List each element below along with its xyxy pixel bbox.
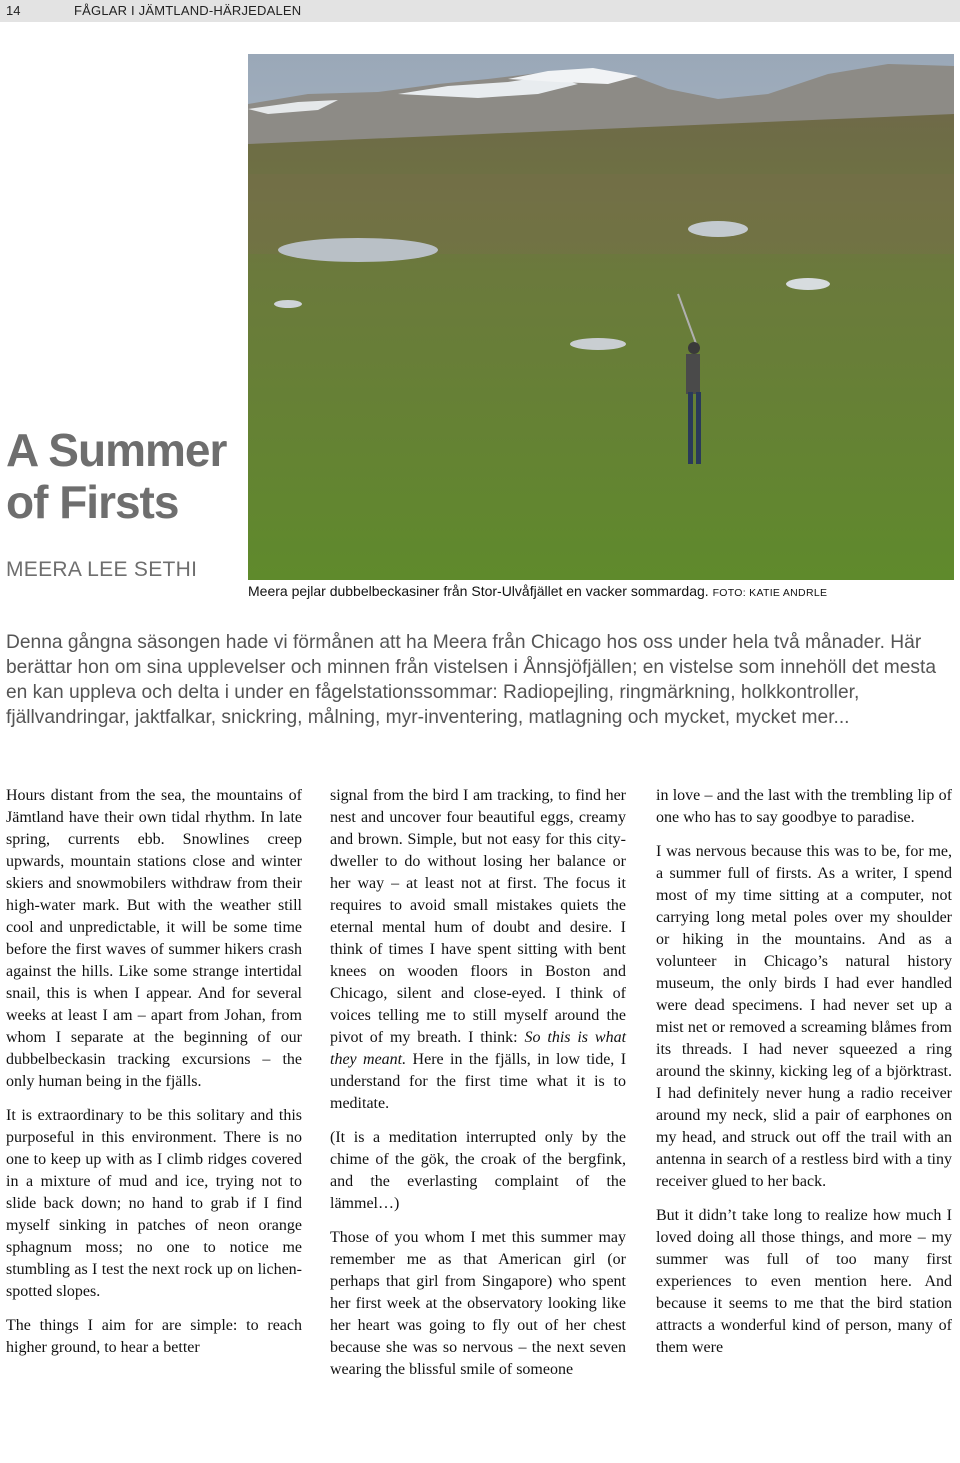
paragraph: Hours distant from the sea, the mountains of Jämtland have their own tidal rhythm. In late spring, currents ebb. Snowlines creep upwards, mountain stations close and winter skiers and snowmobilers withdraw from their high-water mark. But with the weather still cool and unpredictable, it will be some time before the first waves of summer hikers crash against the hills. Like some strange intertidal snail, this is when I appear. And for several weeks at least I am – apart from Johan, from whom I separate at the beginning of our dubbelbeckasin tracking excursions – the only human being in the fjälls. [6,787,302,1090]
caption-text: Meera pejlar dubbelbeckasiner från Stor-Ulvåfjället en vacker sommardag. [248,583,709,599]
landscape-photo [248,54,954,580]
photo-credit: FOTO: KATIE ANDRLE [712,587,828,599]
article-title [6,424,246,528]
intro-paragraph [6,630,956,730]
article-title-line2: of Firsts [6,476,179,528]
page-number: 14 [6,3,21,18]
body-column-1 [6,785,302,1371]
paragraph: I was nervous because this was to be, for me, a summer full of firsts. As a writer, I spend most of my time sitting at a computer, not carrying long metal poles over my shoulder or hiking in the mountains. And as a volunteer in Chicago’s natural history museum, the only birds I had ever handled were dead specimens. I had never set up a mist net or removed a screaming blåmes from its threads. I had never squeezed a ring around the skinny, kicking leg of a björktrast. I had definitely never hung a radio receiver around my neck, slid a pair of earphones on my head, and struck out off the trail with an antenna in search of a restless bird with a tiny receiver glued to her back. [656,843,952,1190]
paragraph-text: signal from the bird I am tracking, to find her nest and uncover four beautiful eggs, creamy and brown. Simple, but not easy for this city-dweller to do without losing her balance or her way – at least not at first. The focus it requires to avoid small mistakes quiets the eternal mental hum of doubt and desire. I think of times I have spent sitting with bent knees on wooden floors in Boston and Chicago, silent and close-eyed. I think of voices telling me to still myself around the pivot of my breath. I think: [330,787,626,1046]
intro-lead: Denna gångna säsongen hade vi förmånen att ha Meera från Chicago hos oss under hela två månader. [6,632,885,653]
paragraph [330,785,626,1115]
paragraph: It is extraordinary to be this solitary and this purposeful in this environment. There is no one to keep up with as I climb ridges covered in a mixture of mud and ice, trying not to slide back down; no hand to grab if I find myself sinking in patches of neon orange sphagnum moss; no one to notice me stumbling as I test the next rock up on lichen-spotted slopes. [6,1107,302,1300]
author-byline: MEERA LEE SETHI [6,558,198,581]
photo-caption [248,583,954,599]
section-title: FÅGLAR I JÄMTLAND-HÄRJEDALEN [74,3,302,18]
paragraph: in love – and the last with the trembling lip of one who has to say goodbye to paradise. [656,787,952,826]
paragraph: But it didn’t take long to realize how much I loved doing all those things, and more – my summer was full of too many first experiences to even mention here. And because it seems to me that the bird station attracts a wonderful kind of person, many of them were [656,1207,952,1356]
paragraph-emphasis: So this is what they meant. [330,1029,627,1068]
intro-rest: Här berättar hon om sina upplevelser och minnen från vistelsen i Ånnsjöfjällen; en vistelse som innehöll det mesta en kan uppleva och delta i under en fågelstationssommar: Radiopejling, ringmärkning, holkkontroller, fjällvandringar, jaktfalkar, snickring, målning, myr-inventering, matlagning och mycket, mycket mer... [6,632,937,728]
paragraph-text: Here in the fjälls, in low tide, I understand for the first time what it is to meditate. [330,1051,627,1112]
body-column-3 [656,785,952,1371]
paragraph: The things I aim for are simple: to reach higher ground, to hear a better [6,1317,302,1356]
article-title-line1: A Summer [6,424,227,476]
body-column-2 [330,785,626,1393]
paragraph: (It is a meditation interrupted only by the chime of the gök, the croak of the bergfink, and the everlasting complaint of the lämmel…) [330,1129,626,1212]
page-header [0,0,960,22]
paragraph: Those of you whom I met this summer may remember me as that American girl (or perhaps that girl from Singapore) who spent her first week at the observatory looking like her heart was going to fly out of her chest because she was so nervous – the next seven wearing the blissful smile of someone [330,1229,626,1378]
